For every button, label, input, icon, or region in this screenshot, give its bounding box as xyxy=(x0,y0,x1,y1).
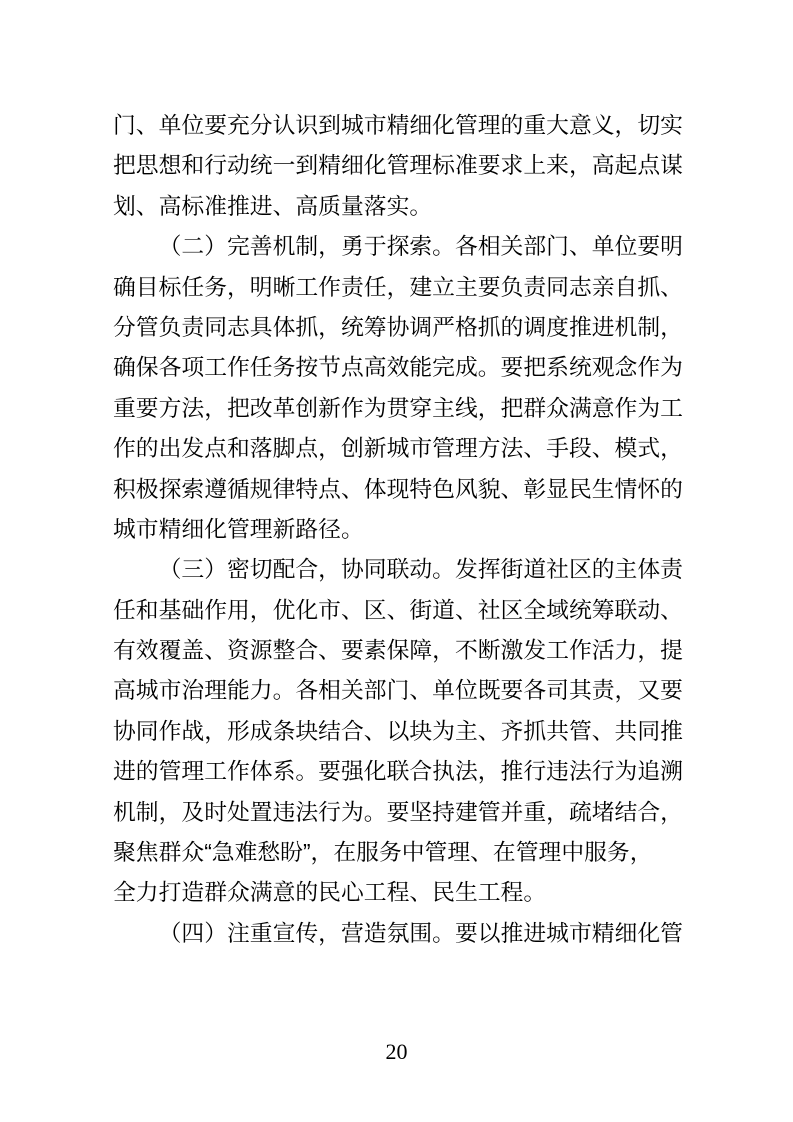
text-line: 积极探索遵循规律特点、体现特色风貌、彰显民生情怀的 xyxy=(113,475,683,502)
text-line: 分管负责同志具体抓，统筹协调严格抓的调度推进机制， xyxy=(113,313,683,340)
text-line: 进的管理工作体系。要强化联合执法，推行违法行为追溯 xyxy=(113,758,683,785)
text-line: 作的出发点和落脚点，创新城市管理方法、手段、模式， xyxy=(113,435,683,462)
text-line: 全力打造群众满意的民心工程、民生工程。 xyxy=(113,879,547,906)
text-line: 协同作战，形成条块结合、以块为主、齐抓共管、共同推 xyxy=(113,717,683,744)
text-line: 机制，及时处置违法行为。要坚持建管并重，疏堵结合， xyxy=(113,798,683,825)
text-line: 城市精细化管理新路径。 xyxy=(113,515,364,542)
text-line: 确保各项工作任务按节点高效能完成。要把系统观念作为 xyxy=(113,354,683,381)
text-line: （四）注重宣传，营造氛围。要以推进城市精细化管 xyxy=(158,919,683,946)
text-line: 任和基础作用，优化市、区、街道、社区全域统筹联动、 xyxy=(113,596,683,623)
text-line: 有效覆盖、资源整合、要素保障，不断激发工作活力，提 xyxy=(113,637,683,664)
text-line: 门、单位要充分认识到城市精细化管理的重大意义，切实 xyxy=(113,112,683,138)
page-number: 20 xyxy=(385,1039,408,1064)
text-line: 把思想和行动统一到精细化管理标准要求上来，高起点谋 xyxy=(113,152,683,179)
text-line: 确目标任务，明晰工作责任，建立主要负责同志亲自抓、 xyxy=(113,273,683,300)
text-line: 聚焦群众“急难愁盼”，在服务中管理、在管理中服务， xyxy=(113,839,653,866)
text-line: （二）完善机制，勇于探索。各相关部门、单位要明 xyxy=(158,233,683,260)
document-body xyxy=(113,105,685,953)
text-line: 高城市治理能力。各相关部门、单位既要各司其责，又要 xyxy=(113,677,683,704)
text-line: （三）密切配合，协同联动。发挥街道社区的主体责 xyxy=(158,556,683,583)
text-line: 重要方法，把改革创新作为贯穿主线，把群众满意作为工 xyxy=(113,394,683,421)
text-line: 划、高标准推进、高质量落实。 xyxy=(113,192,433,219)
